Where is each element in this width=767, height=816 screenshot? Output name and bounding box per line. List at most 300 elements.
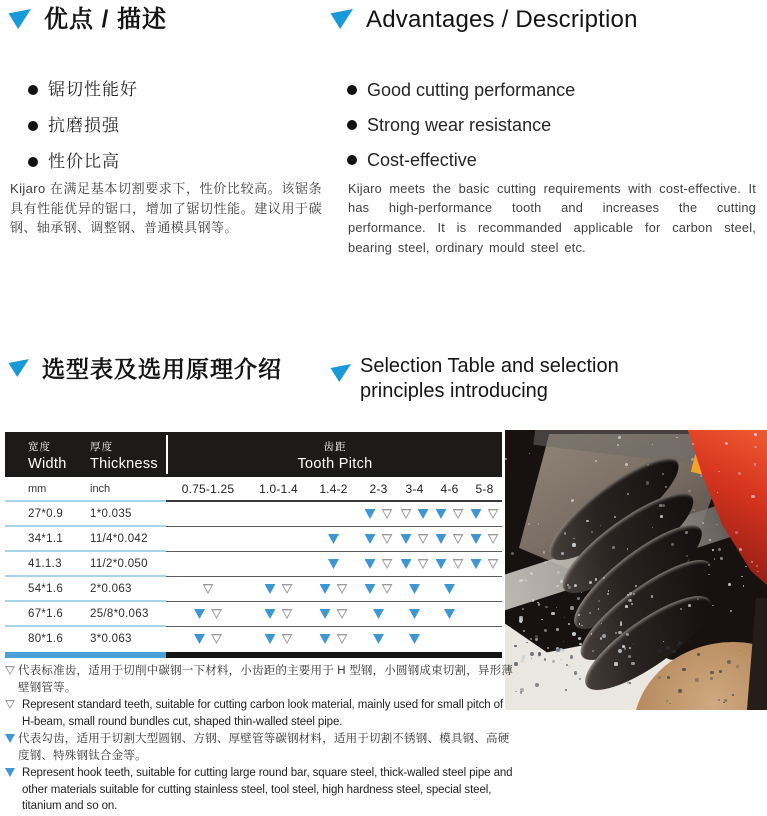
thickness-value: 2*0.063 [90,583,132,595]
swarf-speck [525,579,527,581]
swarf-speck [723,702,725,704]
section-advantages-cn [8,6,323,235]
marks-cell [467,534,502,552]
marks-cell [307,634,360,652]
marks-cell [360,509,397,527]
marks-cell [360,584,397,602]
swarf-speck [530,652,534,656]
swarf-speck [689,640,690,641]
hook-teeth-mark-icon [401,559,412,569]
swarf-speck [544,658,547,661]
standard-teeth-mark-icon [282,584,293,594]
hook-teeth-mark-icon [5,734,15,751]
swarf-speck [572,632,576,636]
swarf-speck [736,665,739,668]
outline-triangle-icon [5,666,15,675]
swarf-speck [598,608,599,609]
marks-cell [250,584,307,602]
col-width-header [28,439,67,472]
swarf-speck [627,681,630,684]
swarf-speck [556,628,559,631]
swarf-speck [595,578,598,581]
note-item [5,731,517,764]
hook-teeth-mark-icon [401,534,412,544]
swarf-speck [578,614,580,616]
swarf-speck [614,516,616,518]
notes-list [5,663,517,816]
marks-cell [432,559,467,577]
swarf-speck [528,523,530,525]
swarf-speck [598,600,600,602]
swarf-speck [579,678,581,680]
swarf-speck [522,579,524,581]
marks-cell [397,609,432,627]
swarf-speck [680,608,682,610]
swarf-speck [745,566,747,568]
swarf-speck [578,637,581,640]
standard-teeth-mark-icon [401,509,412,519]
swarf-speck [710,677,713,680]
filled-triangle-icon [5,734,15,743]
marks-cell [397,584,432,602]
swarf-speck [592,650,594,652]
swarf-speck [618,649,622,653]
swarf-speck [718,471,719,472]
bullet-item [28,76,308,103]
table-rows [5,502,502,652]
swarf-speck [754,446,757,449]
swarf-speck [717,492,718,493]
swarf-speck [591,531,593,533]
section-advantages-en [330,6,762,255]
note-item [5,697,517,730]
selection-title-cn: 选型表及选用原理介绍 [42,356,282,382]
swarf-speck [688,490,690,492]
marks-cell [467,559,502,577]
marks-cell [397,534,432,552]
swarf-speck [663,641,664,642]
swarf-speck [578,665,581,668]
hook-teeth-mark-icon [418,509,429,519]
swarf-speck [579,623,581,625]
swarf-speck [625,463,628,466]
hook-teeth-mark-icon [471,534,482,544]
standard-teeth-mark-icon [203,584,214,594]
swarf-speck [735,531,738,534]
bullet-label: 性价比高 [48,152,120,171]
swarf-speck [522,608,524,610]
swarf-speck [521,660,524,663]
swarf-speck [538,603,541,606]
heading-flag-icon [330,9,353,29]
swarf-speck [608,646,609,647]
swarf-speck [631,603,633,605]
marks-cell [166,609,250,627]
swarf-speck [666,700,668,702]
swarf-speck [600,637,602,639]
hook-teeth-mark-icon [365,509,376,519]
swarf-speck [647,464,650,467]
pitch-scale-label: 1.4-2 [319,482,348,496]
swarf-speck [526,642,528,644]
swarf-speck [669,703,671,705]
hook-teeth-mark-icon [373,609,384,619]
note-text: Represent standard teeth, suitable for cutting carbon look material, mainly used for small pitch of H-beam, small round bundles cut, shaped thin-walled steel pipe. [22,699,504,728]
swarf-speck [566,664,568,666]
outline-triangle-icon [5,700,15,709]
swarf-speck [564,617,565,618]
selection-title-line2: principles introducing [360,380,548,402]
bullet-label: Good cutting performance [367,80,576,100]
thickness-label-en: Thickness [90,456,158,472]
swarf-speck [751,561,752,562]
advantages-bullet-list-cn [28,76,308,184]
hook-teeth-mark-icon [409,634,420,644]
thickness-unit: inch [90,483,111,495]
swarf-speck [628,599,631,602]
swarf-speck [659,504,662,507]
swarf-speck [667,676,670,679]
swarf-speck [564,532,566,534]
hook-teeth-mark-icon [444,584,455,594]
standard-teeth-mark-icon [488,559,499,569]
cutting-photo [505,430,767,710]
swarf-speck [539,648,541,650]
swarf-speck [591,633,593,635]
swarf-speck [626,467,627,468]
hook-teeth-mark-icon [320,584,331,594]
swarf-speck [581,592,582,593]
hook-teeth-mark-icon [265,634,276,644]
standard-teeth-mark-icon [418,559,429,569]
pitch-label-en: Tooth Pitch [297,456,373,472]
swarf-speck [505,458,507,460]
description-paragraph-cn: Kijaro 在满足基本切割要求下，性价比较高。该锯条具有性能优异的锯口，增加了锯切性能。建议用于碳钢、轴承钢、调整钢、普通模具钢等。 [10,181,322,235]
swarf-speck [624,652,626,654]
bullet-dot-icon [347,155,357,165]
thickness-label-cn: 厚度 [90,441,113,453]
thickness-value: 25/8*0.063 [90,608,149,620]
note-text: 代表标准齿，适用于切削中碳钢一下材料，小齿距的主要用于 H 型钢，小圆钢成束切割，异形薄壁钢管等。 [18,665,513,694]
bullet-item [28,112,308,139]
swarf-speck [607,593,609,595]
swarf-speck [633,593,635,595]
swarf-speck [523,630,526,633]
swarf-speck [618,436,621,439]
swarf-speck [718,699,720,701]
standard-teeth-mark-icon [337,584,348,594]
swarf-speck [608,590,609,591]
standard-teeth-mark-icon [282,634,293,644]
swarf-speck [714,558,715,559]
swarf-speck [712,605,714,607]
swarf-speck [682,668,686,672]
swarf-speck [657,649,661,653]
standard-teeth-mark-icon [382,509,393,519]
hook-teeth-mark-icon [320,634,331,644]
swarf-speck [614,662,618,666]
hook-teeth-mark-icon [471,509,482,519]
swarf-speck [570,606,574,610]
section-heading [330,6,762,33]
swarf-speck [603,577,605,579]
swarf-speck [712,549,714,551]
swarf-speck [738,472,740,474]
swarf-speck [560,659,562,661]
marks-cell [432,609,467,627]
swarf-speck [581,625,583,627]
hook-teeth-mark-icon [320,609,331,619]
pitch-scale-label: 3-4 [405,482,424,496]
standard-teeth-mark-icon [453,509,464,519]
swarf-speck [629,682,631,684]
standard-teeth-mark-icon [382,534,393,544]
swarf-speck [627,548,628,549]
swarf-speck [543,551,546,554]
standard-teeth-mark-icon [211,634,222,644]
swarf-speck [544,561,547,564]
width-label-en: Width [28,456,67,472]
swarf-speck [514,645,517,648]
swarf-speck [579,643,582,646]
swarf-speck [754,463,756,465]
pitch-scale-label: 1.0-1.4 [259,482,298,496]
section-title-en: Advantages / Description [366,6,638,33]
swarf-speck [725,442,728,445]
hook-teeth-mark-icon [436,534,447,544]
swarf-speck [519,620,522,623]
selection-title-line1: Selection Table and selection [360,355,619,377]
swarf-speck [600,525,601,526]
swarf-speck [531,658,533,660]
swarf-speck [697,598,699,600]
swarf-speck [743,585,744,586]
swarf-speck [728,583,730,585]
swarf-speck [751,495,754,498]
bullet-item [28,148,308,175]
standard-teeth-mark-icon [453,559,464,569]
bullet-dot-icon [28,157,38,167]
swarf-speck [529,453,530,454]
swarf-speck [586,520,588,522]
hook-teeth-mark-icon [365,559,376,569]
standard-teeth-mark-icon [5,700,15,717]
swarf-speck [556,649,559,652]
advantages-bullet-list-en [347,77,707,182]
swarf-speck [560,580,563,583]
units-and-pitch-scale-row [5,477,502,502]
swarf-speck [568,586,570,588]
swarf-speck [631,662,634,665]
width-value: 80*1.6 [28,633,64,645]
table-row [5,502,502,527]
description-paragraph-en: Kijaro meets the basic cutting requirements with cost-effective. It has high-performance tooth and increases the cutting performance. It is recommanded applicable for carbon steel, bearing steel, ordinary mould steel etc. [348,180,756,255]
swarf-speck [556,607,557,608]
standard-teeth-mark-icon [488,509,499,519]
swarf-speck [535,638,538,641]
width-value: 54*1.6 [28,583,64,595]
marks-cell [467,509,502,527]
swarf-speck [754,433,757,436]
swarf-speck [591,670,593,672]
swarf-speck [601,623,602,624]
swarf-speck [571,499,574,502]
swarf-speck [658,676,661,679]
swarf-speck [589,612,591,614]
bullet-label: 锯切性能好 [48,80,138,99]
swarf-speck [574,671,577,674]
swarf-speck [697,653,700,656]
swarf-speck [730,610,732,612]
marks-cell [360,559,397,577]
swarf-speck [678,689,682,693]
standard-teeth-mark-icon [418,534,429,544]
marks-cell [397,559,432,577]
col-pitch-header [168,439,502,472]
bullet-dot-icon [347,120,357,130]
swarf-speck [718,548,721,551]
swarf-speck [739,548,742,551]
swarf-speck [620,623,622,625]
marks-cell [397,509,432,527]
swarf-speck [573,538,574,539]
swarf-speck [563,641,564,642]
swarf-speck [520,691,522,693]
swarf-speck [617,444,619,446]
swarf-speck [538,523,539,524]
hook-teeth-mark-icon [328,559,339,569]
swarf-speck [692,443,694,445]
swarf-speck [702,522,704,524]
swarf-speck [568,623,569,624]
hook-teeth-mark-icon [265,609,276,619]
swarf-speck [671,543,674,546]
swarf-speck [615,632,617,634]
width-value: 34*1.1 [28,533,64,545]
table-row [5,552,502,577]
heading-flag-icon [330,364,351,382]
note-item [5,663,517,696]
width-label-cn: 宽度 [28,441,51,453]
swarf-speck [627,493,630,496]
swarf-speck [551,612,554,615]
table-bottom-bar [5,652,502,658]
table-row [5,627,502,652]
swarf-speck [695,678,698,681]
standard-teeth-mark-icon [337,609,348,619]
swarf-speck [644,657,646,659]
thickness-value: 1*0.035 [90,508,132,520]
swarf-speck [676,437,678,439]
swarf-speck [530,572,533,575]
swarf-speck [568,665,570,667]
swarf-speck [688,604,691,607]
marks-cell [307,559,360,577]
swarf-speck [629,592,632,595]
thickness-value: 11/2*0.050 [90,558,148,570]
bottom-bar-blue [5,652,166,658]
swarf-speck [570,655,574,659]
swarf-speck [612,546,615,549]
hook-teeth-mark-icon [365,584,376,594]
standard-teeth-mark-icon [5,666,15,683]
hook-teeth-mark-icon [5,768,15,785]
swarf-speck [632,643,634,645]
note-text: Represent hook teeth, suitable for cutting large round bar, square steel, thick-walled steel pipe and other materials suitable for cutting stainless steel, tool steel, high hardness steel, special steel, titanium and so on. [22,767,513,812]
thickness-value: 3*0.063 [90,633,132,645]
bullet-item [347,77,707,103]
photo-swarf-speckles [505,430,767,710]
table-row [5,527,502,552]
swarf-speck [556,585,559,588]
swarf-speck [535,683,539,687]
swarf-speck [562,649,565,652]
bullet-label: 抗磨损强 [48,116,120,135]
swarf-speck [672,650,675,653]
swarf-speck [618,631,621,634]
hook-teeth-mark-icon [444,609,455,619]
swarf-speck [577,597,581,601]
swarf-speck [547,647,550,650]
swarf-speck [678,641,682,645]
bullet-dot-icon [28,85,38,95]
thickness-value: 11/4*0.042 [90,533,148,545]
width-unit: mm [28,483,47,495]
swarf-speck [708,564,711,567]
hook-teeth-mark-icon [436,509,447,519]
swarf-speck [624,647,627,650]
swarf-speck [756,565,758,567]
swarf-speck [545,606,547,608]
marks-cell [432,509,467,527]
standard-teeth-mark-icon [453,534,464,544]
swarf-speck [561,552,564,555]
swarf-speck [522,655,526,659]
swarf-speck [727,660,731,664]
marks-cell [166,584,250,602]
bullet-item [347,112,707,138]
swarf-speck [685,531,688,534]
marks-cell [166,634,250,652]
marks-cell [360,634,397,652]
swarf-speck [739,650,740,651]
swarf-speck [589,581,592,584]
marks-cell [432,584,467,602]
filled-triangle-icon [5,768,15,777]
swarf-speck [532,599,535,602]
marks-cell [307,609,360,627]
selection-title-en [360,354,690,404]
bullet-dot-icon [347,85,357,95]
swarf-speck [646,481,649,484]
standard-teeth-mark-icon [488,534,499,544]
swarf-speck [662,504,665,507]
swarf-speck [666,646,670,650]
swarf-speck [625,605,628,608]
swarf-speck [719,670,722,673]
table-header [5,432,502,477]
hook-teeth-mark-icon [194,634,205,644]
swarf-speck [628,655,631,658]
swarf-speck [595,460,597,462]
section-title-cn: 优点 / 描述 [44,6,168,33]
swarf-speck [691,458,693,460]
width-value: 41.1.3 [28,558,62,570]
marks-cell [250,609,307,627]
table-row [5,602,502,627]
marks-cell [307,584,360,602]
swarf-speck [602,634,606,638]
